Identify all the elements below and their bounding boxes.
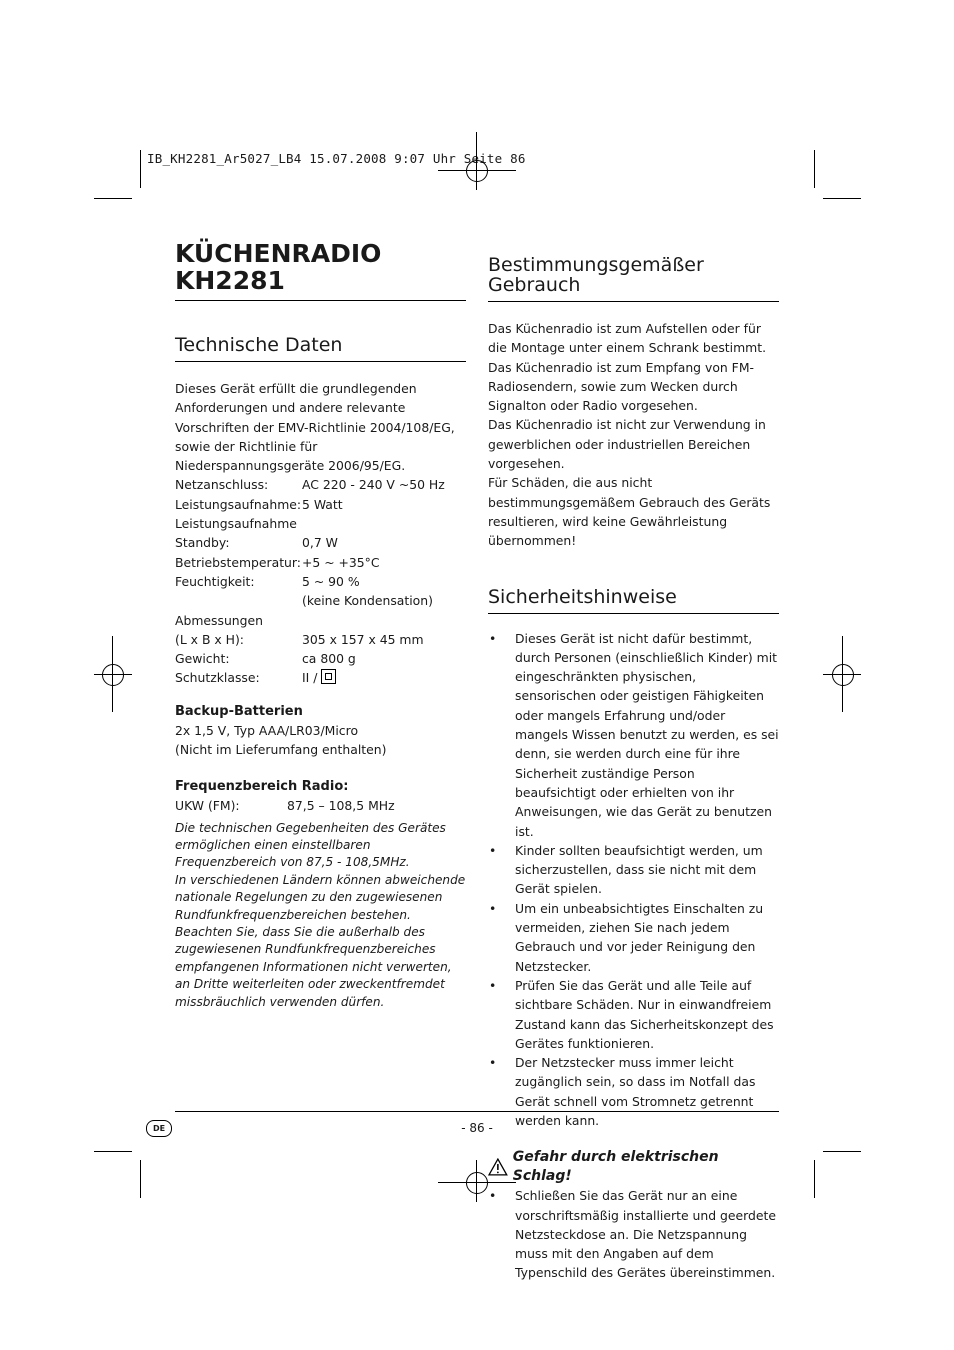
use-paragraph: Das Küchenradio ist zum Empfang von FM-Radiosendern, sowie zum Wecken durch Signalton oder Radio vorgesehen. xyxy=(488,359,754,414)
spec-row: Abmessungen xyxy=(175,612,263,628)
spec-row: Netzanschluss: AC 220 - 240 V ~50 Hz xyxy=(175,477,445,493)
list-item: • Kinder sollten beaufsichtigt werden, um sicherzustellen, dass sie nicht mit dem Gerät spielen. xyxy=(488,841,779,899)
frequency-heading: Frequenzbereich Radio: xyxy=(175,779,349,795)
section-heading-technische-daten: Technische Daten xyxy=(175,334,343,356)
use-paragraph: Das Küchenradio ist nicht zur Verwendung in gewerblichen oder industriellen Bereichen vorgesehen. xyxy=(488,417,766,472)
footer-rule xyxy=(175,1111,779,1112)
section-rule xyxy=(488,613,779,614)
list-item: • Dieses Gerät ist nicht dafür bestimmt, durch Personen (einschließlich Kinder) mit eingeschränkten physischen, sensorischen oder geistigen Fähigkeiten oder mangels Erfahrung und/oder mangels Wissen benutzt zu werden, es sei denn, sie werden durch eine für ihre Sicherheit zuständige Person beaufsichtigt oder erhielten von ihr Anweisungen, wie das Gerät zu benutzen ist. xyxy=(488,629,779,841)
print-slug: IB_KH2281_Ar5027_LB4 15.07.2008 9:07 Uhr Seite 86 xyxy=(147,151,526,166)
list-item: • Schließen Sie das Gerät nur an eine vorschriftsmäßig installierte und geerdete Netzsteckdose an. Die Netzspannung muss mit den Angaben auf dem Typenschild des Gerätes übereinstimmen. xyxy=(488,1186,779,1282)
spec-row: Feuchtigkeit: 5 ~ 90 % xyxy=(175,573,360,589)
regulation-note: In verschiedenen Ländern können abweichende nationale Regelungen zu den zugewiesenen Rundfunkfrequenzbereichen bestehen. Beachten Sie, dass Sie die außerhalb des zugewiesenen Rundfunkfrequenzbereiches empfangenen Informationen nicht verwerten, an Dritte weiterleiten oder zweckentfremdet missbräuchlich verwenden dürfen. xyxy=(175,872,466,1009)
right-column xyxy=(488,255,779,1283)
list-item: • Der Netzstecker muss immer leicht zugänglich sein, so dass im Notfall das Gerät schnell vom Stromnetz getrennt werden kann. xyxy=(488,1053,779,1130)
backup-line: 2x 1,5 V, Typ AAA/LR03/Micro xyxy=(175,722,359,738)
safety-list xyxy=(488,629,779,1131)
spec-row: (L x B x H): 305 x 157 x 45 mm xyxy=(175,631,424,647)
page-title xyxy=(175,240,466,294)
section-rule xyxy=(175,361,466,362)
warning-list xyxy=(488,1186,779,1282)
title-rule xyxy=(175,300,466,301)
frequency-note: Die technischen Gegebenheiten des Gerätes ermöglichen einen einstellbaren Frequenzbereich von 87,5 - 108,5MHz. xyxy=(175,820,446,870)
warning-triangle-icon xyxy=(488,1158,508,1176)
backup-heading: Backup-Batterien xyxy=(175,703,303,719)
spec-table xyxy=(175,475,466,687)
spec-row: Gewicht: ca 800 g xyxy=(175,651,356,667)
section-heading-sicherheitshinweise: Sicherheitshinweise xyxy=(488,585,677,608)
use-paragraph: Für Schäden, die aus nicht bestimmungsgemäßem Gebrauch des Geräts resultieren, wird keine Gewährleistung übernommen! xyxy=(488,475,771,549)
spec-row: Leistungsaufnahme: 5 Watt xyxy=(175,496,343,512)
spec-row: Standby: 0,7 W xyxy=(175,535,338,551)
left-column xyxy=(175,240,466,1011)
page-number: - 86 - xyxy=(461,1121,493,1135)
backup-line: (Nicht im Lieferumfang enthalten) xyxy=(175,742,387,758)
title-line-1: KÜCHENRADIO xyxy=(175,239,382,268)
use-paragraph: Das Küchenradio ist zum Aufstellen oder für die Montage unter einem Schrank bestimmt. xyxy=(488,321,767,356)
section-heading-bestimmungsgemaesser-gebrauch: Bestimmungsgemäßer Gebrauch xyxy=(488,254,704,296)
warning-heading: Gefahr durch elektrischen Schlag! xyxy=(488,1148,779,1186)
protection-class-icon xyxy=(321,669,336,684)
section-rule xyxy=(488,301,779,302)
intro-paragraph: Dieses Gerät erfüllt die grundlegenden Anforderungen und andere relevante Vorschriften der EMV-Richtlinie 2004/108/EG, sowie der Richtlinie für Niederspannungsgeräte 2006/95/EG. xyxy=(175,381,455,474)
list-item: • Um ein unbeabsichtigtes Einschalten zu vermeiden, ziehen Sie nach jedem Gebrauch und vor jeder Reinigung den Netzstecker. xyxy=(488,899,779,976)
spec-row: (keine Kondensation) xyxy=(302,593,433,609)
spec-row: Schutzklasse: II / xyxy=(175,668,466,687)
frequency-row: UKW (FM): 87,5 – 108,5 MHz xyxy=(175,798,395,814)
spec-row: Leistungsaufnahme xyxy=(175,516,297,532)
language-badge: DE xyxy=(146,1120,172,1137)
title-line-2: KH2281 xyxy=(175,266,285,295)
list-item: • Prüfen Sie das Gerät und alle Teile auf sichtbare Schäden. Nur in einwandfreiem Zustand kann das Sicherheitskonzept des Gerätes funktionieren. xyxy=(488,976,779,1053)
spec-row: Betriebstemperatur: +5 ~ +35°C xyxy=(175,554,380,570)
